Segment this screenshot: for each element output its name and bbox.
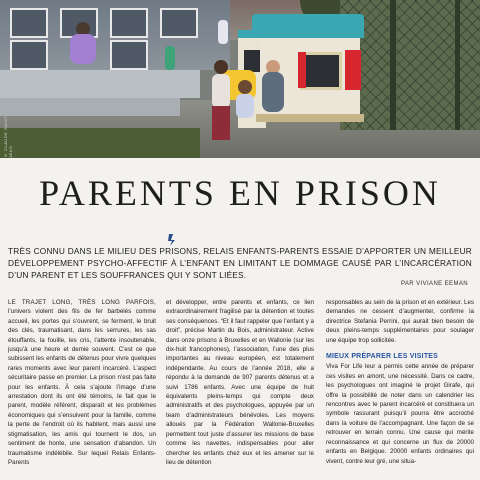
photo-wall: [0, 70, 200, 98]
photo-wall-lower: [0, 98, 180, 116]
article-title: PARENTS EN PRISON: [39, 173, 441, 213]
photo-person-far: [218, 20, 228, 44]
body-column-1: [8, 298, 156, 467]
article-byline: PAR VIVIANE EEMAN: [400, 281, 468, 287]
photo-adult: [262, 72, 284, 112]
photo-grass: [0, 128, 200, 158]
photo-building: [0, 0, 230, 70]
photo-credit: © CLAUDE SAINT-JEAN: [3, 114, 13, 158]
photo-fence-pole: [455, 0, 460, 130]
playhouse-window: [300, 52, 342, 90]
column-1-text: l’univers violent des fils de fer barbelés comme accueil, les portes qui s’ouvrent, se ferment, le bruit des clés, traumatisant, dans les serrures, les sas étouffants, la fouille, les cris, l’attente insoutenable, jusqu’à une heure et demie souvent. C’est ce que subissent les enfants de détenus pour vivre quelques rares moments avec leur parent incarcéré. L’aspect sécuritaire passe en premier. La prison n’est pas faite pour les enfants. À cela s’ajoute l’image d’une arrestation dont ils ont été témoins, le fait que le parent, modèle référent, disparaît et les problèmes économiques qui s’ensuivent pour la famille, comme la perte de l’endroit où ils habitent, mais aussi une stigmatisation, les amis qui tournent le dos, un sentiment de honte, une sensation d’abandon. Un traumatisme indélébile. Sur lequel Relais Enfants-Parents: [8, 308, 156, 466]
photo-child: [236, 94, 254, 118]
section-subhead: MIEUX PRÉPARER LES VISITES: [326, 353, 439, 361]
column-3-text: responsables au sein de la prison et en extérieur. Les demandes ne cessent d’augmenter, confirme la directrice Stefania Perrini, qui aurait bien besoin de deux pleins-temps supplémentaires pour soulager une équipe trop sollicitée.: [326, 299, 474, 344]
playhouse-door: [345, 50, 361, 90]
body-column-2: [166, 298, 314, 467]
playhouse-side-window: [244, 50, 260, 72]
article-intro: TRÈS CONNU DANS LE MILIEU DES PRISONS, RELAIS ENFANTS-PARENTS ESSAIE D’APPORTER UN MEILLEUR DÉVELOPPEMENT PSYCHO-AFFECTIF À L’ENFANT EN LIMITANT LE DOMMAGE CAUSÉ PAR L’INCARCÉRATION D’UN PARENT ET LES SOUFFRANCES QUI Y SONT LIÉES.: [8, 246, 472, 280]
lead-in: LE TRAJET LONG, TRÈS LONG PARFOIS,: [8, 299, 156, 306]
photo-girl: [212, 74, 230, 108]
photo-man: [70, 34, 96, 64]
playhouse-shutter: [298, 52, 306, 88]
photo-girl-legs: [212, 106, 230, 140]
playhouse-base: [256, 114, 364, 122]
body-column-3: [326, 298, 474, 466]
column-3-text-continued: Viva For Life leur a permis cette année de préparer ces visites en amont, une nécessité. Dans ce cadre, les psychologues ont imaginé le projet Girafe, qui offre la possibilité de noter dans un calendrier les rencontres avec le parent incarcéré et constituera un symbole rassurant puisqu’il pourra être accroché dans la voiture de l’accompagnant. Une façon de se retrouver en terrain connu. Une cause qui mérite reconnaissance et qui concerne un flux de 20000 enfants en Belgique. 20000 enfants ordinaires qui vivent, contre leur gré, une situa-: [326, 363, 474, 465]
photo-child-far: [165, 46, 175, 70]
column-2-text: et développer, entre parents et enfants, ce lien extraordinairement fragilisé par la détention et toutes ses conséquences. “Et il faut rappeler que l’enfant y a droit”, précise Martin du Bois, administrateur. Active dans onze prisons à Bruxelles et en Wallonie (sur les dix-huit francophones), l’association, l’une des plus importantes au niveau européen, est totalement indépendante. Au cours de l’année 2018, elle a répondu à la demande de 907 parents détenus et a suivi 1786 enfants. Avec une équipe de huit équivalents pleins-temps qui compte deux administratifs et des psychologues, appuyée par un team d’administrateurs bénévoles. Les moyens alloués par la Fédération Wallonie-Bruxelles permettent tout juste d’assurer les missions de base comme les navettes, indispensables pour aller chercher les enfants chez eux et les amener sur le lieu de détention: [166, 299, 314, 466]
photo-fence-pole: [390, 0, 396, 130]
photo-girl-head: [214, 60, 228, 74]
photo-child-head: [238, 80, 252, 94]
article-photo: [0, 0, 480, 158]
playhouse-roof: [252, 14, 364, 38]
